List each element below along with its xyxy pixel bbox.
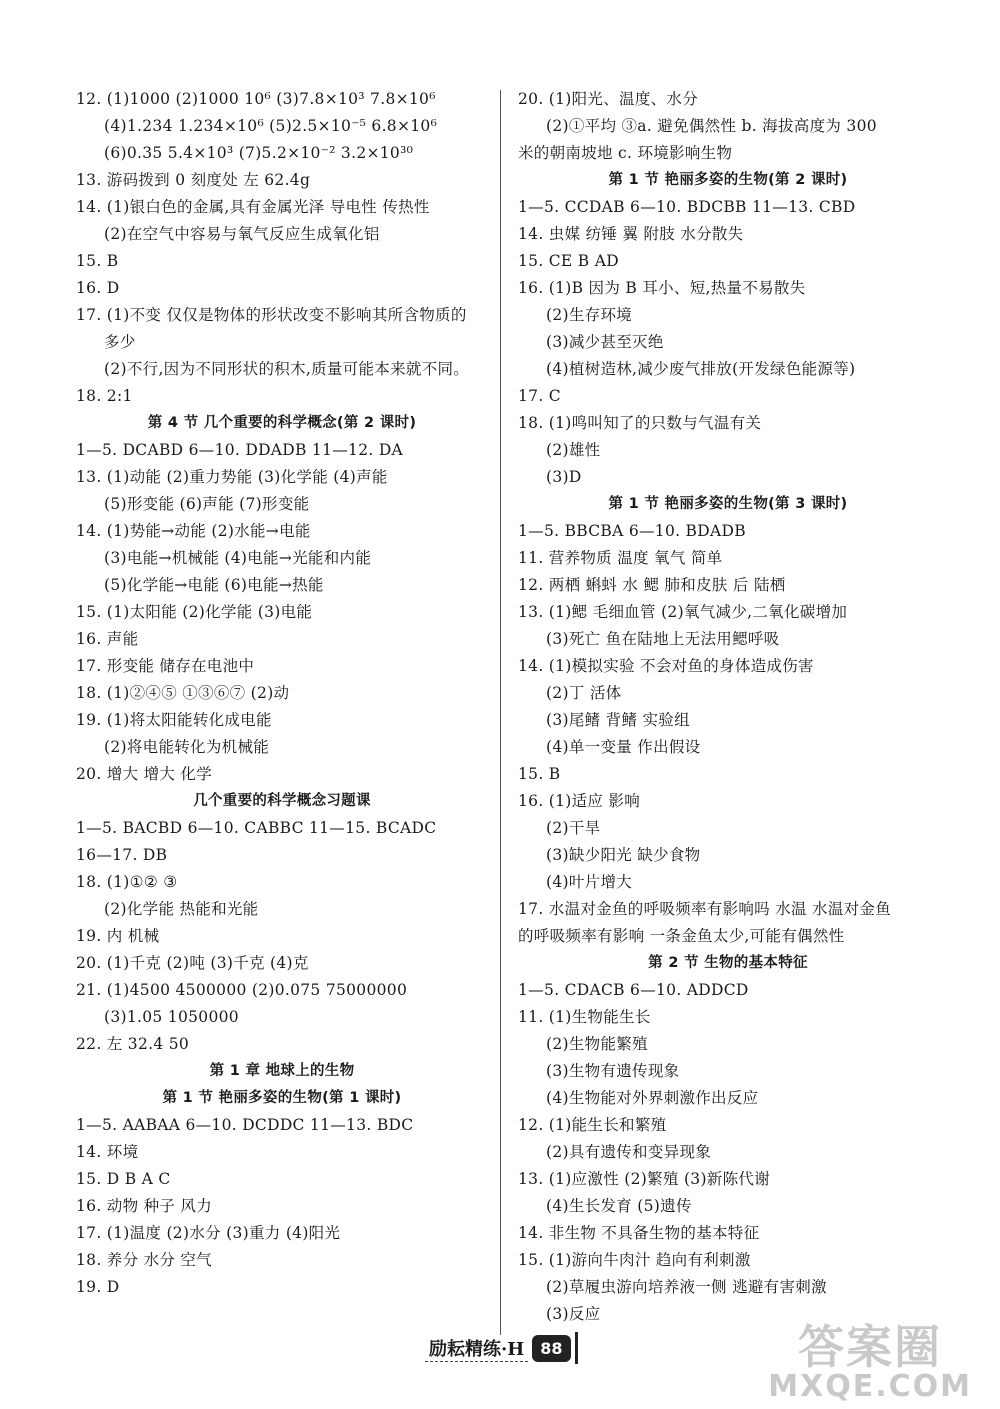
answer-line: 17. 形变能 储存在电池中 <box>76 657 255 675</box>
answer-line: 18. (1)②④⑤ ①③⑥⑦ (2)动 <box>76 684 290 702</box>
answer-line: (2)生存环境 <box>546 306 633 324</box>
answer-line: (2)雄性 <box>546 441 601 459</box>
answer-line: 14. (1)银白色的金属,具有金属光泽 导电性 传热性 <box>76 198 430 216</box>
answer-line: 1—5. CCDAB 6—10. BDCBB 11—13. CBD <box>518 198 856 216</box>
section-heading: 第 4 节 几个重要的科学概念(第 2 课时) <box>147 415 417 431</box>
answer-line: 16. (1)B 因为 B 耳小、短,热量不易散失 <box>518 279 806 297</box>
answer-line: 20. (1)阳光、温度、水分 <box>518 90 699 108</box>
answer-line: 14. 环境 <box>76 1143 139 1161</box>
column-divider <box>500 90 501 1335</box>
answer-line: 14. 非生物 不具备生物的基本特征 <box>518 1224 760 1242</box>
answer-line: 17. 水温对金鱼的呼吸频率有影响吗 水温 水温对金鱼 <box>518 900 892 918</box>
answer-line: (2)丁 活体 <box>546 684 622 702</box>
right-answer-column <box>518 86 938 1328</box>
answer-line: (2)草履虫游向培养液一侧 逃避有害刺激 <box>546 1278 827 1296</box>
answer-line: (2)化学能 热能和光能 <box>104 900 259 918</box>
brand-label: 励耘精练·H <box>425 1335 528 1362</box>
answer-line: (6)0.35 5.4×10³ (7)5.2×10⁻² 3.2×10³⁰ <box>104 144 414 162</box>
answer-line: 16—17. DB <box>76 846 168 864</box>
answer-line: 19. D <box>76 1278 120 1296</box>
page-footer <box>425 1330 582 1366</box>
answer-line: 15. B <box>518 765 561 783</box>
section-heading: 第 1 节 艳丽多姿的生物(第 3 课时) <box>608 496 848 512</box>
answer-line: 12. (1)能生长和繁殖 <box>518 1116 667 1134</box>
section-heading: 第 1 节 艳丽多姿的生物(第 1 课时) <box>162 1090 402 1106</box>
answer-line: 19. 内 机械 <box>76 927 160 945</box>
answer-line: (5)化学能→电能 (6)电能→热能 <box>104 576 324 594</box>
answer-line: (4)叶片增大 <box>546 873 633 891</box>
answer-line: (3)生物有遗传现象 <box>546 1062 680 1080</box>
answer-line: 14. (1)模拟实验 不会对鱼的身体造成伤害 <box>518 657 814 675</box>
answer-line: (3)1.05 1050000 <box>104 1008 239 1026</box>
answer-line: 14. (1)势能→动能 (2)水能→电能 <box>76 522 311 540</box>
answer-line: 11. 营养物质 温度 氧气 简单 <box>518 549 723 567</box>
answer-line: 17. C <box>518 387 561 405</box>
answer-line: 15. CE B AD <box>518 252 619 270</box>
answer-line: 12. (1)1000 (2)1000 10⁶ (3)7.8×10³ 7.8×10⁶ <box>76 90 436 108</box>
answer-line: 20. 增大 增大 化学 <box>76 765 213 783</box>
answer-line: 22. 左 32.4 50 <box>76 1035 190 1053</box>
answer-line: 1—5. CDACB 6—10. ADDCD <box>518 981 749 999</box>
page-number: 88 <box>532 1335 570 1362</box>
answer-line: 17. (1)不变 仅仅是物体的形状改变不影响其所含物质的 <box>76 306 467 324</box>
section-heading: 第 1 章 地球上的生物 <box>209 1063 355 1079</box>
watermark-logo-text: 答案圈 <box>798 1320 943 1374</box>
footer-bar <box>575 1332 578 1364</box>
answer-line: (2)生物能繁殖 <box>546 1035 648 1053</box>
section-heading: 第 2 节 生物的基本特征 <box>648 955 808 971</box>
answer-line: (5)形变能 (6)声能 (7)形变能 <box>104 495 310 513</box>
answer-line: 多少 <box>104 333 136 351</box>
answer-line: 14. 虫媒 纺锤 翼 附肢 水分散失 <box>518 225 744 243</box>
answer-line: 12. 两栖 蝌蚪 水 鳃 肺和皮肤 后 陆栖 <box>518 576 786 594</box>
answer-line: 1—5. DCABD 6—10. DDADB 11—12. DA <box>76 441 404 459</box>
answer-line: (2)在空气中容易与氧气反应生成氧化铝 <box>104 225 380 243</box>
answer-line: 15. (1)游向牛肉汁 趋向有利刺激 <box>518 1251 751 1269</box>
answer-line: (4)植树造林,减少废气排放(开发绿色能源等) <box>546 360 856 378</box>
answer-line: 15. B <box>76 252 119 270</box>
answer-line: 的呼吸频率有影响 一条金鱼太少,可能有偶然性 <box>518 927 845 945</box>
answer-line: 13. (1)鳃 毛细血管 (2)氧气减少,二氧化碳增加 <box>518 603 848 621</box>
answer-line: (2)不行,因为不同形状的积木,质量可能本来就不同。 <box>104 360 470 378</box>
watermark <box>768 1320 972 1404</box>
left-answer-column <box>76 86 488 1301</box>
section-heading: 第 1 节 艳丽多姿的生物(第 2 课时) <box>608 172 848 188</box>
answer-line: 1—5. AABAA 6—10. DCDDC 11—13. BDC <box>76 1116 414 1134</box>
answer-line: 18. 养分 水分 空气 <box>76 1251 213 1269</box>
answer-line: (3)死亡 鱼在陆地上无法用鳃呼吸 <box>546 630 780 648</box>
answer-line: 19. (1)将太阳能转化成电能 <box>76 711 272 729</box>
answer-line: 16. D <box>76 279 120 297</box>
answer-line: (2)将电能转化为机械能 <box>104 738 270 756</box>
answer-line: 20. (1)千克 (2)吨 (3)千克 (4)克 <box>76 954 309 972</box>
answer-line: 18. (1)①② ③ <box>76 873 178 891</box>
answer-line: 11. (1)生物能生长 <box>518 1008 651 1026</box>
answer-line: (4)生物能对外界刺激作出反应 <box>546 1089 759 1107</box>
answer-line: 16. 声能 <box>76 630 139 648</box>
answer-line: (3)尾鳍 背鳍 实验组 <box>546 711 690 729</box>
answer-line: (4)生长发育 (5)遗传 <box>546 1197 692 1215</box>
answer-line: (3)D <box>546 468 582 486</box>
answer-line: 15. (1)太阳能 (2)化学能 (3)电能 <box>76 603 313 621</box>
answer-line: 米的朝南坡地 c. 环境影响生物 <box>518 144 733 162</box>
answer-line: 13. (1)应激性 (2)繁殖 (3)新陈代谢 <box>518 1170 770 1188</box>
answer-line: (2)干旱 <box>546 819 601 837</box>
answer-line: (3)减少甚至灭绝 <box>546 333 664 351</box>
answer-line: (3)电能→机械能 (4)电能→光能和内能 <box>104 549 372 567</box>
answer-line: 15. D B A C <box>76 1170 171 1188</box>
answer-line: 13. (1)动能 (2)重力势能 (3)化学能 (4)声能 <box>76 468 388 486</box>
answer-line: (4)单一变量 作出假设 <box>546 738 701 756</box>
answer-line: 18. 2:1 <box>76 387 133 405</box>
answer-line: (2)具有遗传和变异现象 <box>546 1143 712 1161</box>
answer-line: (2)①平均 ③a. 避免偶然性 b. 海拔高度为 300 <box>546 117 877 135</box>
answer-line: (4)1.234 1.234×10⁶ (5)2.5×10⁻⁵ 6.8×10⁶ <box>104 117 438 135</box>
answer-line: 17. (1)温度 (2)水分 (3)重力 (4)阳光 <box>76 1224 341 1242</box>
answer-line: (3)缺少阳光 缺少食物 <box>546 846 701 864</box>
answer-line: (3)反应 <box>546 1305 601 1323</box>
answer-line: 13. 游码拨到 0 刻度处 左 62.4g <box>76 171 311 189</box>
answer-line: 1—5. BACBD 6—10. CABBC 11—15. BCADC <box>76 819 437 837</box>
section-heading: 几个重要的科学概念习题课 <box>193 793 371 809</box>
watermark-url: MXQE.COM <box>768 1369 972 1404</box>
answer-line: 18. (1)鸣叫知了的只数与气温有关 <box>518 414 762 432</box>
answer-line: 16. 动物 种子 风力 <box>76 1197 213 1215</box>
answer-line: 1—5. BBCBA 6—10. BDADB <box>518 522 746 540</box>
answer-line: 21. (1)4500 4500000 (2)0.075 75000000 <box>76 981 408 999</box>
answer-line: 16. (1)适应 影响 <box>518 792 641 810</box>
